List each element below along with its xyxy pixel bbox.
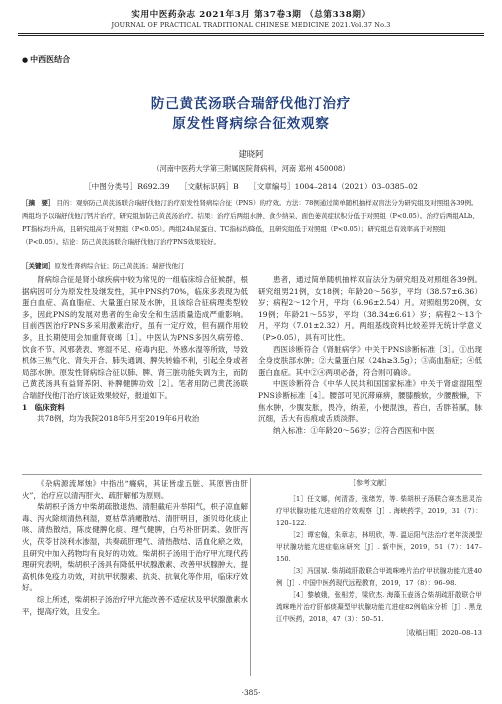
reference-item: ［4］黎敏娥，张相芳，梁欣杰. 海藻玉壶汤合柴胡疏肝散联合甲巯咪唑片治疗肝郁痰凝型甲状腺功能亢进症82例临床分析［J］. 黑龙江中医药，2018，47（3）：50–51. <box>276 590 482 623</box>
abstract-label: ［摘 要］ <box>22 199 55 207</box>
section-text: 中西医结合 <box>30 55 71 64</box>
references <box>258 478 482 639</box>
journal-header-cn: 实用中医药杂志 2021年3月 第37卷3期 （总第338期） <box>131 10 371 20</box>
abstract-text: 目的：观察防己黄芪汤联合瑞舒伐他汀治疗原发性肾病综合征（PNS）的疗效。方法：78例通过简单随机抽样双盲法分为研究组及对照组各39例。两组均予以瑞舒伐他汀钙片治疗，研究组加防己黄芪汤治疗。结果：治疗后两组水肿、食少纳呆、面色萎黄症状积分低于对照组（P<0.05）。治疗后两组ALb、PT指标均升高，且研究组高于对照组（P<0.05）。两组24h尿蛋白、TC指标均降低，且研究组低于对照组（P<0.05）；研究组总有效率高于对照组（P<0.05）。结论：防己黄芪汤联合瑞舒伐他汀治疗PNS效果较好。 <box>22 199 479 246</box>
body-column-right <box>258 274 482 436</box>
paragraph: 患者，通过简单随机抽样双盲法分为研究组及对照组各39例。研究组男21例，女18例；年龄20～56岁，平均（38.57±6.36）岁；病程2～12个月，平均（6.96±2.54）月。对照组男20例，女19例；年龄21～55岁，平均（38.34±6.61）岁；病程2～13个月，平均（7.01±2.32）月。两组基线资料比较差异无统计学意义（P>0.05），具有可比性。 <box>258 275 482 342</box>
keywords <box>22 260 482 273</box>
article-number: ［文章编号］1004–2814（2021）03–0385–02 <box>249 182 418 191</box>
bullet-icon: ● <box>22 56 29 64</box>
journal-header-en: JOURNAL OF PRACTICAL TRADITIONAL CHINESE MEDICINE 2021.Vol.37 No.3 <box>111 21 391 29</box>
paragraph: 综上所述，柴胡枳子汤治疗甲亢能改善不适症状及甲状腺激素水平，提高疗效，且安全。 <box>22 594 248 616</box>
classification-line <box>30 181 472 192</box>
paragraph: 中医诊断符合《中华人民共和国国家标准》中关于肾虚湿阻型PNS诊断标准［4］。腰部可见沉滞麻痹，腰膝酸软，少腰酸懒，下焦水肿，少腹发胀，畏冷，纳差，小便混浊，苔白，舌胖苔腻，脉沉细，舌大有齿痕或舌质淡胖。 <box>258 379 482 424</box>
paragraph: 肾病综合征是肾小球疾病中较为常见的一组临床综合征候群，根据病因可分为原发性及继发性，其中PNS约70%，临床多表现为低蛋白血症、高血脂症、大量蛋白尿及水肿，且该综合征病理类型较多，因此PNS的发展对患者的生命安全和生活质量造成严重影响。目前西医治疗PNS多采用激素治疗，虽有一定疗效，但有副作用较多，且长期使用会加重肾衰竭［1］。中医认为PNS多因久病劳倦、饮食不节、风邪袭表、寒湿不足、疮毒内犯、外感水湿等所致，导致机体三焦气化、肾失开合、肺失通调、脾失转输不利，引起全身或者局部水肿。原发性肾病综合征以肺、脾、肾三脏功能失调为主，而防己黄芪汤具有益肾养阴、补脾健脾功效［2］。笔者用防己黄芪汤联合瑞舒伐他汀治疗该证效果较好，报道如下。 <box>22 275 248 400</box>
column-divider <box>250 478 251 676</box>
reference-item: ［1］任文娜，何清香，张绪芳，等. 柴胡枳子汤联合赛杰思灵治疗甲状腺功能亢进症的疗效观察［J］. 海峡药学，2019，31（7）：120–122. <box>276 494 482 527</box>
article-separator <box>22 474 482 475</box>
prev-article-column <box>22 478 248 617</box>
article-title-line2: 原发性肾病综合征效观察 <box>172 116 330 132</box>
paragraph: 西医诊断符合《肾脏病学》中关于PNS诊断标准［3］。①出现全身皮肤部水肿；②大量蛋白尿（24h≥3.5g）；③高血脂症；④低蛋白血症。其中②④两项必备，符合则可确诊。 <box>258 344 482 377</box>
keywords-label: ［关键词］ <box>22 262 55 270</box>
received-date: ［收稿日期］2020–08–13 <box>402 628 482 637</box>
section-label <box>22 54 70 65</box>
clc-number: ［中图分类号］R692.39 <box>84 182 170 191</box>
references-heading: ［参考文献］ <box>349 479 391 487</box>
reference-item: ［3］冯国斌. 柴胡疏肝散联合甲巯咪唑片治疗甲状腺功能亢进40例［J］. 中国中医药现代远程教育，2019，17（8）：96–98. <box>276 566 482 587</box>
body-column-left <box>22 274 248 425</box>
header-rule-thin <box>18 35 484 36</box>
paragraph: 《杂病源流犀烛》中指出“癃病，其证皆虚五脏、其原皆由肝火”，治疗应以清泻肝火、疏肝解郁为原则。 <box>22 479 248 500</box>
paragraph: 纳入标准：①年龄20～56岁；②符合西医和中医 <box>273 425 435 435</box>
reference-item: ［2］谭宏翰，朱章志，林明欣，等. 温运阳气法治疗老年淡漠型甲状腺功能亢进症临床研究［J］. 新中医，2019，51（7）：147–150. <box>276 530 482 563</box>
section-heading: 1 临床资料 <box>22 402 65 412</box>
doc-code: ［文献标识码］B <box>179 182 239 191</box>
header-rule <box>18 33 484 34</box>
author: 建晓阿 <box>238 149 264 159</box>
keywords-text: 原发性肾病综合征；防己黄芪汤；瑞舒伐他汀 <box>54 262 185 270</box>
paragraph: 柴胡枳子汤方中柴胡疏散退热、清胆截疟升举阳气，枳子凉血解毒、泻火除烦清热利湿，夏枯草消瘿散结、清肝明目，浙贝母化痰止咳、清热散结，陈皮健脾化痰、理气健脾，白芍补肝阴柔、敛肝泻火，茯苓甘淡利水渗湿，共奏疏肝理气、清热散结、活血化瘀之效，且研究中加入药物均有良好的功效。柴胡枳子汤用于治疗甲亢现代药理研究表明，柴胡枳子汤具有降低甲状腺激素、改善甲状腺肿大、提高机体免疫力功效，对抗甲状腺素、抗炎、抗氧化等作用，临床疗效好。 <box>22 502 248 593</box>
affiliation: （河南中医药大学第三附属医院肾病科，河南 郑州 450008） <box>152 164 350 173</box>
page-number: ·385· <box>241 688 261 697</box>
abstract <box>22 197 482 249</box>
paragraph: 共78例，均为我院2018年5月至2019年6月收治 <box>37 414 200 424</box>
article-title-line1: 防己黄芪汤联合瑞舒伐他汀治疗 <box>150 96 352 112</box>
